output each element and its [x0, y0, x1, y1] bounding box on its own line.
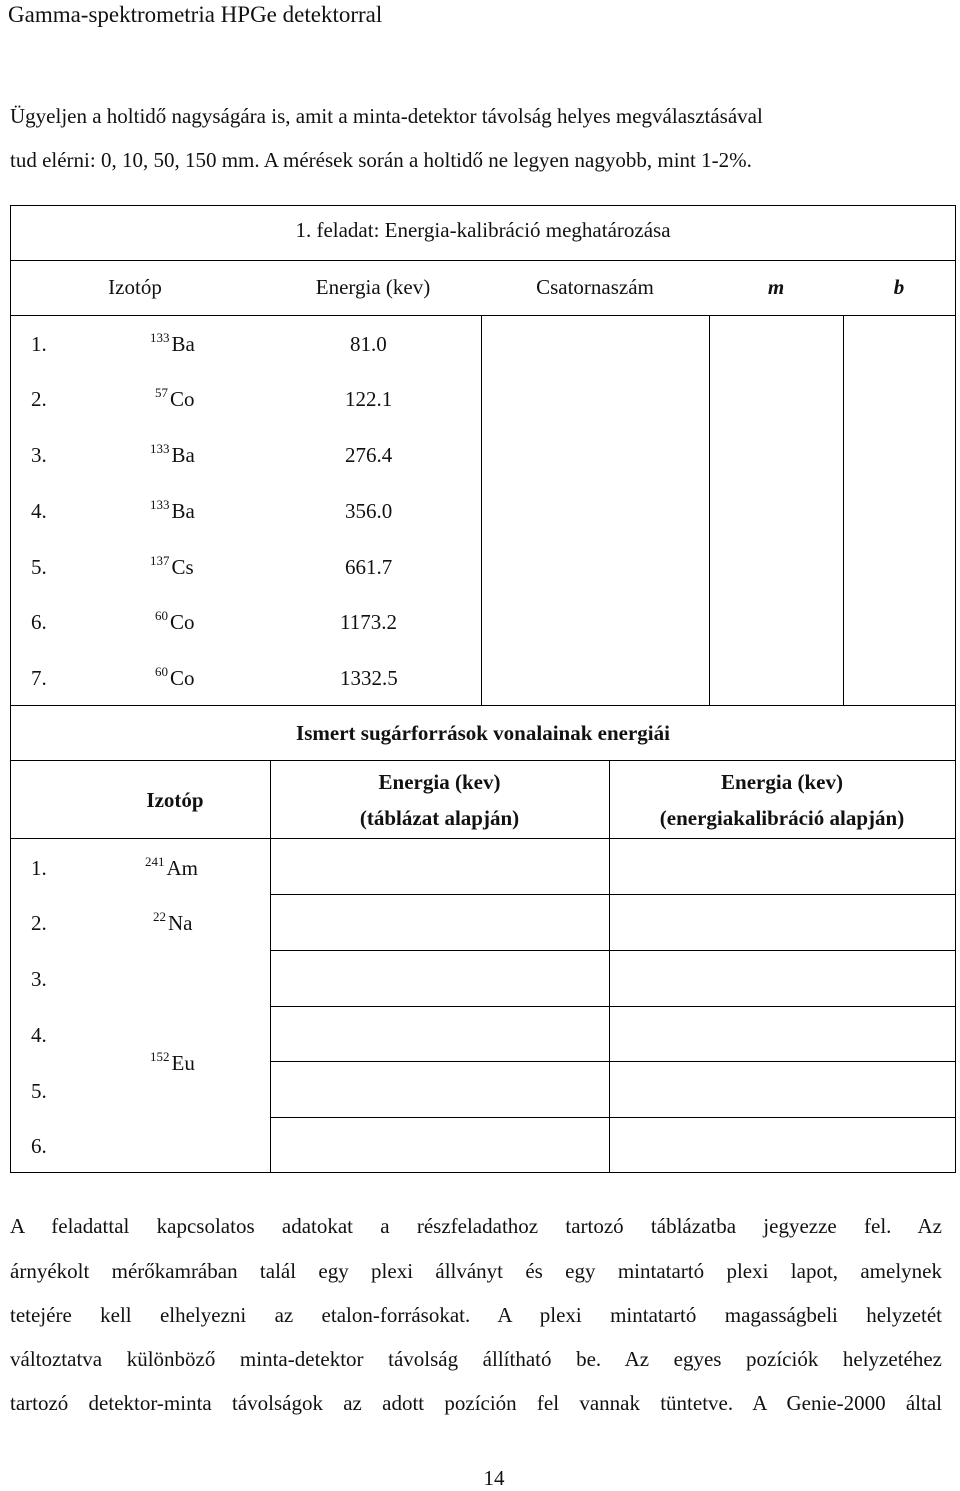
row-number: 2. — [31, 387, 47, 411]
isotope-name: $^{133}$Ba — [150, 330, 195, 356]
row-number: 1. — [31, 332, 47, 356]
isotope-name: $^{152}$Eu — [150, 1049, 195, 1075]
body-line-1: A feladattal kapcsolatos adatokat a részfeladathoz tartozó táblázatba jegyezze fel. Az — [10, 1214, 942, 1238]
isotope-name: $^{133}$Ba — [150, 441, 195, 467]
table2-header-energy-cal-1: Energia (kev) — [721, 770, 843, 794]
intro-line-2: tud elérni: 0, 10, 50, 150 mm. A mérések során a holtidő ne legyen nagyobb, mint 1-2%. — [10, 148, 752, 172]
body-line-5: tartozó detektor-minta távolságok az adott pozíción fel vannak tüntetve. A Genie-2000 által — [10, 1391, 942, 1415]
row-number: 5. — [31, 1079, 47, 1103]
energy-value: 81.0 — [350, 332, 387, 356]
table1-header-m: m — [767, 275, 785, 299]
isotope-name: $^{22}$Na — [153, 909, 193, 935]
energy-value: 356.0 — [345, 499, 393, 523]
table2-header-energy-table-2: (táblázat alapján) — [359, 806, 520, 830]
isotope-name: $^{57}$Co — [155, 385, 195, 411]
table2-header-isotope: Izotóp — [146, 788, 204, 812]
isotope-name: $^{60}$Co — [155, 608, 195, 634]
body-line-3: tetejére kell elhelyezni az etalon-forrásokat. A plexi mintatartó magasságbeli helyzetét — [10, 1303, 942, 1327]
table2-header-energy-cal-2: (energiakalibráció alapján) — [659, 806, 905, 830]
isotope-name: $^{133}$Ba — [150, 497, 195, 523]
row-number: 1. — [31, 856, 47, 880]
row-number: 7. — [31, 666, 47, 690]
isotope-name: $^{241}$Am — [145, 854, 198, 880]
row-number: 2. — [31, 911, 47, 935]
energy-value: 276.4 — [345, 443, 393, 467]
row-number: 6. — [31, 610, 47, 634]
page-number: 14 — [483, 1466, 505, 1490]
isotope-name: $^{60}$Co — [155, 664, 195, 690]
page-header: Gamma-spektrometria HPGe detektorral — [8, 2, 383, 27]
table2-header-energy-table-1: Energia (kev) — [378, 770, 501, 794]
body-line-2: árnyékolt mérőkamrában talál egy plexi állványt és egy mintatartó plexi lapot, amelynek — [10, 1259, 942, 1283]
energy-value: 1173.2 — [340, 610, 397, 634]
row-number: 5. — [31, 555, 47, 579]
table1-header-b: b — [893, 275, 905, 299]
table1-header-energy: Energia (kev) — [315, 275, 431, 299]
body-line-4: változtatva különböző minta-detektor távolság állítható be. Az egyes pozíciók helyzetéhez — [10, 1347, 942, 1371]
isotope-name: $^{137}$Cs — [150, 553, 194, 579]
table1-header-channel: Csatornaszám — [536, 275, 654, 299]
intro-line-1: Ügyeljen a holtidő nagyságára is, amit a minta-detektor távolság helyes megválasztásával — [10, 104, 763, 128]
energy-value: 122.1 — [345, 387, 393, 411]
row-number: 4. — [31, 499, 47, 523]
table1-title: 1. feladat: Energia-kalibráció meghatározása — [295, 218, 671, 242]
row-number: 3. — [31, 967, 47, 991]
row-number: 6. — [31, 1134, 47, 1158]
table2-title: Ismert sugárforrások vonalainak energiái — [296, 721, 670, 745]
energy-value: 661.7 — [345, 555, 393, 579]
row-number: 4. — [31, 1023, 47, 1047]
table1-header-isotope: Izotóp — [108, 275, 162, 299]
energy-value: 1332.5 — [340, 666, 398, 690]
row-number: 3. — [31, 443, 47, 467]
